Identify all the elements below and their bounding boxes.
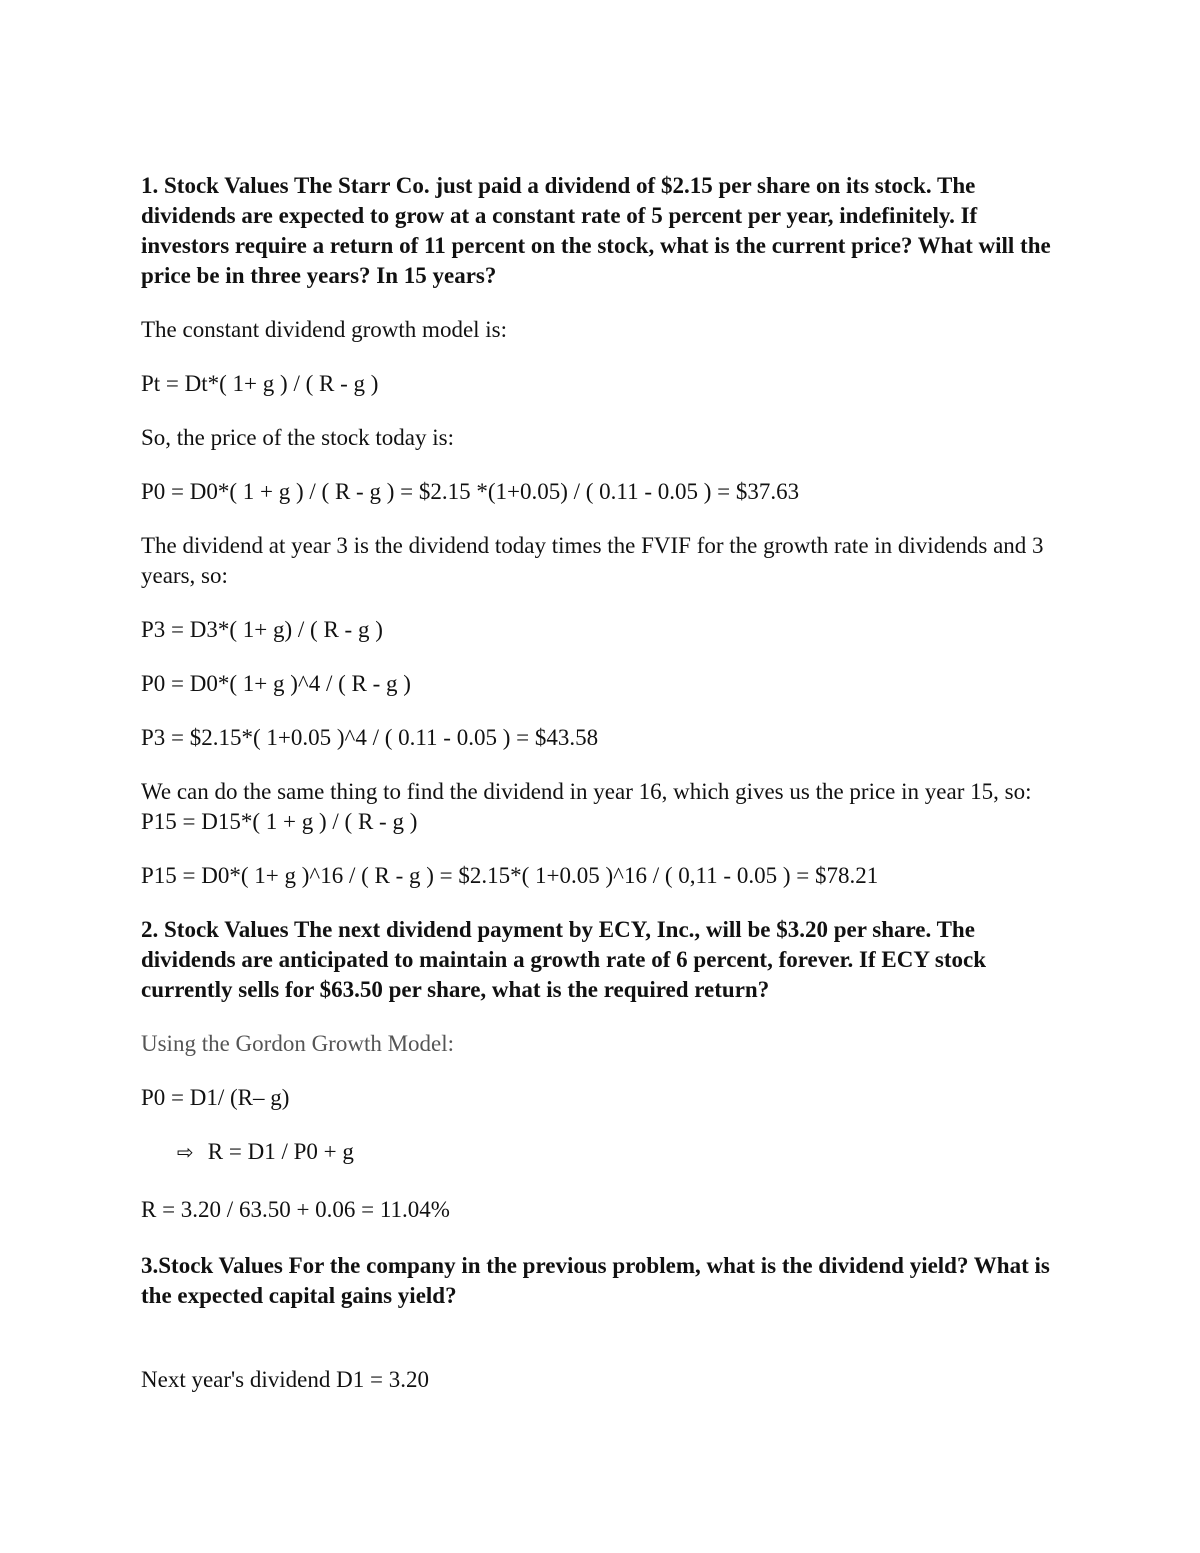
question-1: 1. Stock Values The Starr Co. just paid a dividend of $2.15 per share on its stock. The dividends are expected to grow at a constant rate of 5 percent per year, indefinitely. If investors require a return of 11 percent on the stock, what is the current price? What will the price be in three years? In 15 years?: [141, 173, 1051, 288]
q1-year16-intro: We can do the same thing to find the dividend in year 16, which gives us the price in year 15, so: P15 = D15*( 1 + g ) / ( R - g ): [141, 779, 1032, 834]
question-3: 3.Stock Values For the company in the previous problem, what is the dividend yield? What is the expected capital gains yield?: [141, 1253, 1050, 1308]
q1-formula-p0-pow4: P0 = D0*( 1+ g )^4 / ( R - g ): [141, 671, 411, 696]
q2-model-intro: Using the Gordon Growth Model:: [141, 1031, 455, 1056]
right-arrow-icon: ⇨: [177, 1140, 194, 1164]
q1-result-p15: P15 = D0*( 1+ g )^16 / ( R - g ) = $2.15*( 1+0.05 )^16 / ( 0,11 - 0.05 ) = $78.21: [141, 863, 879, 888]
q3-next-dividend: Next year's dividend D1 = 3.20: [141, 1367, 429, 1392]
q1-model-intro: The constant dividend growth model is:: [141, 317, 508, 342]
q2-formula-r: R = D1 / P0 + g: [207, 1139, 354, 1164]
document-content: [141, 171, 1071, 1395]
q1-year3-intro: The dividend at year 3 is the dividend today times the FVIF for the growth rate in dividends and 3 years, so:: [141, 533, 1044, 588]
q2-formula-p0: P0 = D1/ (R– g): [141, 1085, 290, 1110]
q1-result-p3: P3 = $2.15*( 1+0.05 )^4 / ( 0.11 - 0.05 ) = $43.58: [141, 725, 599, 750]
q1-price-today-intro: So, the price of the stock today is:: [141, 425, 454, 450]
q1-formula-pt: Pt = Dt*( 1+ g ) / ( R - g ): [141, 371, 379, 396]
q1-formula-p0: P0 = D0*( 1 + g ) / ( R - g ) = $2.15 *(1+0.05) / ( 0.11 - 0.05 ) = $37.63: [141, 479, 800, 504]
q1-formula-p3: P3 = D3*( 1+ g) / ( R - g ): [141, 617, 383, 642]
q2-derived-formula-line: [141, 1137, 1071, 1167]
question-2: 2. Stock Values The next dividend payment by ECY, Inc., will be $3.20 per share. The dividends are anticipated to maintain a growth rate of 6 percent, forever. If ECY stock currently sells for $63.50 per share, what is the required return?: [141, 917, 986, 1002]
q2-result-r: R = 3.20 / 63.50 + 0.06 = 11.04%: [141, 1197, 450, 1222]
